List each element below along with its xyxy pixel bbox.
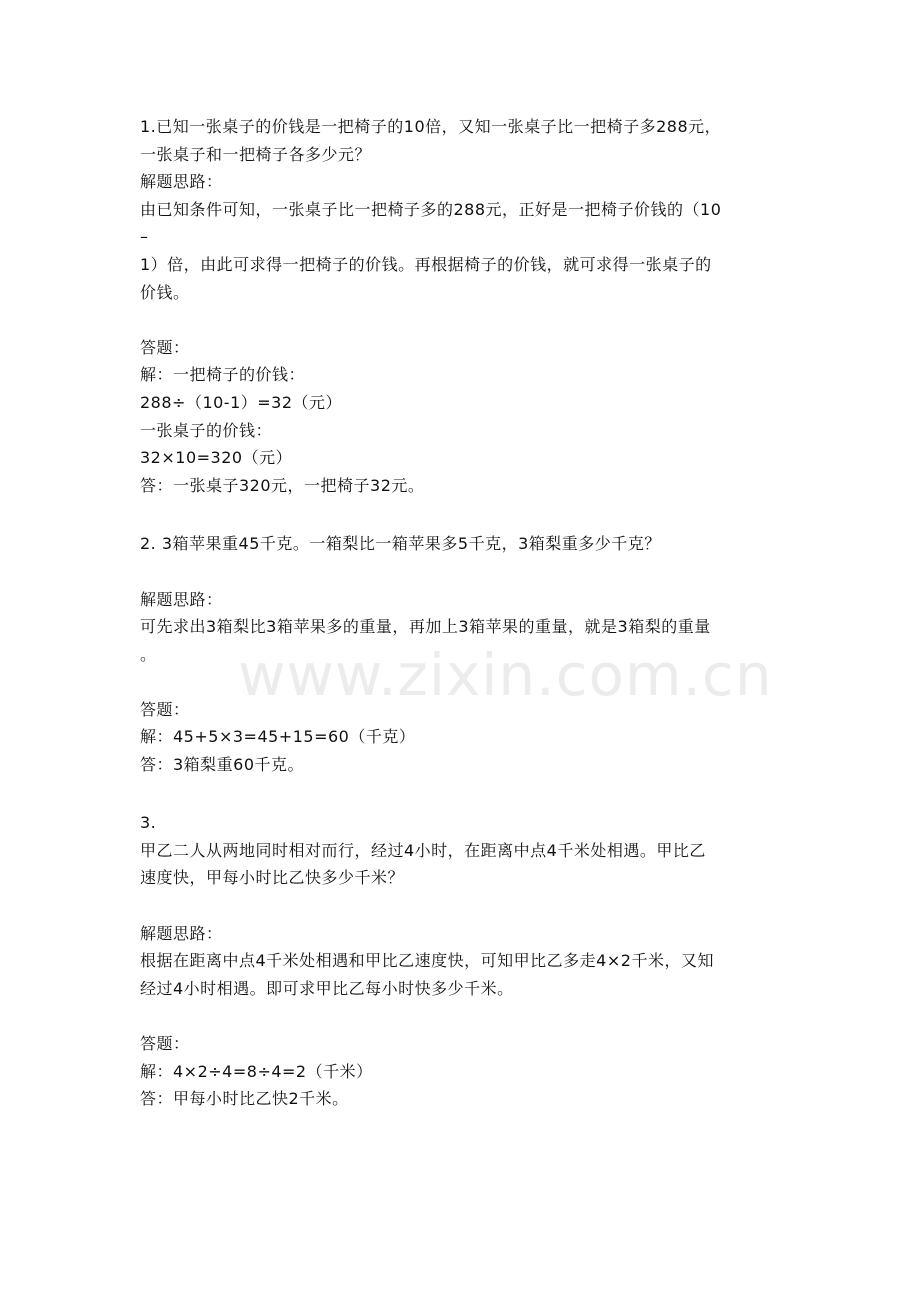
q1-hint-line4: 价钱。 (140, 283, 190, 302)
q1-hint-line3: 1）倍，由此可求得一把椅子的价钱。再根据椅子的价钱，就可求得一张桌子的 (140, 255, 712, 274)
q3-question-line1: 甲乙二人从两地同时相对而行，经过4小时，在距离中点4千米处相遇。甲比乙 (140, 841, 706, 860)
q2-answer-label: 答题： (140, 700, 190, 719)
q3-hint-label: 解题思路： (140, 924, 223, 943)
q2-question: 2. 3箱苹果重45千克。一箱梨比一箱苹果多5千克，3箱梨重多少千克？ (140, 534, 661, 553)
q1-question-line1: 1.已知一张桌子的价钱是一把椅子的10倍，又知一张桌子比一把椅子多288元， (140, 117, 722, 136)
q1-final-answer: 答：一张桌子320元，一把椅子32元。 (140, 476, 425, 495)
q3-number: 3. (140, 813, 157, 832)
q2-solution-line1: 解：45+5×3=45+15=60（千克） (140, 727, 416, 746)
q1-hint-label: 解题思路： (140, 172, 223, 191)
q1-solution-line4: 32×10=320（元） (140, 448, 293, 467)
q3-final-answer: 答：甲每小时比乙快2千米。 (140, 1089, 349, 1108)
q1-solution-line1: 解：一把椅子的价钱： (140, 365, 306, 384)
q3-question-line2: 速度快，甲每小时比乙快多少千米？ (140, 868, 405, 887)
q3-hint-line1: 根据在距离中点4千米处相遇和甲比乙速度快，可知甲比乙多走4×2千米，又知 (140, 951, 714, 970)
q3-hint-line2: 经过4小时相遇。即可求甲比乙每小时快多少千米。 (140, 979, 514, 998)
q1-solution-line2: 288÷（10-1）=32（元） (140, 393, 343, 412)
q1-solution-line3: 一张桌子的价钱： (140, 421, 273, 440)
q1-hint-line2: – (140, 227, 149, 246)
q2-hint-line2: 。 (140, 645, 157, 664)
q1-hint-line1: 由已知条件可知，一张桌子比一把椅子多的288元，正好是一把椅子价钱的（10 (140, 200, 722, 219)
q2-hint-line1: 可先求出3箱梨比3箱苹果多的重量，再加上3箱苹果的重量，就是3箱梨的重量 (140, 617, 711, 636)
watermark: www.zixin.com.cn (238, 641, 773, 709)
q2-hint-label: 解题思路： (140, 590, 223, 609)
q1-question-line2: 一张桌子和一把椅子各多少元？ (140, 145, 372, 164)
q3-solution-line1: 解：4×2÷4=8÷4=2（千米） (140, 1062, 373, 1081)
q3-answer-label: 答题： (140, 1034, 190, 1053)
q1-answer-label: 答题： (140, 338, 190, 357)
q2-final-answer: 答：3箱梨重60千克。 (140, 755, 305, 774)
